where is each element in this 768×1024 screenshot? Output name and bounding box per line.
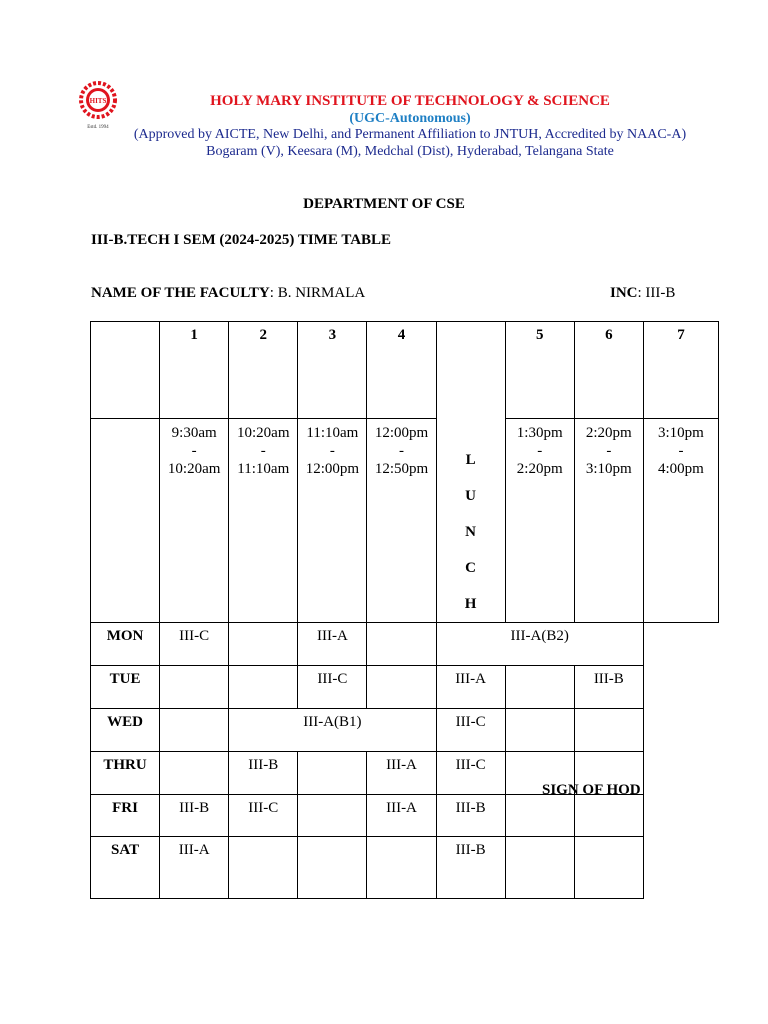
class-cell xyxy=(505,795,574,837)
day-row-tue xyxy=(91,666,719,709)
faculty-name xyxy=(91,285,365,302)
class-cell xyxy=(574,837,643,899)
hod-signature-label: SIGN OF HOD xyxy=(542,782,641,798)
time-end: 12:50pm xyxy=(374,461,429,478)
time-sep: - xyxy=(191,443,197,460)
period-4: 4 xyxy=(367,322,436,419)
class-cell xyxy=(505,837,574,899)
time-row xyxy=(91,419,719,623)
lunch-letter: C xyxy=(465,560,477,576)
class-cell: III-A xyxy=(436,666,505,709)
lunch-column xyxy=(436,322,505,623)
time-end: 12:00pm xyxy=(305,461,360,478)
time-end: 2:20pm xyxy=(516,461,563,478)
approval-line: (Approved by AICTE, New Delhi, and Permanent Affiliation to JNTUH, Accredited by NAAC-A) xyxy=(133,127,687,142)
period-2: 2 xyxy=(229,322,298,419)
time-end: 10:20am xyxy=(167,461,221,478)
time-start: 12:00pm xyxy=(374,425,429,442)
day-label: SAT xyxy=(91,837,160,899)
time-start: 1:30pm xyxy=(516,425,563,442)
class-cell: III-C xyxy=(436,752,505,795)
day-row-fri xyxy=(91,795,719,837)
time-slot-3 xyxy=(298,419,367,623)
address-line: Bogaram (V), Keesara (M), Medchal (Dist), Hyderabad, Telangana State xyxy=(206,144,614,159)
day-label: TUE xyxy=(91,666,160,709)
class-cell: III-C xyxy=(298,666,367,709)
period-number-row xyxy=(91,322,719,419)
class-cell: III-A xyxy=(367,795,436,837)
class-cell xyxy=(505,666,574,709)
class-cell: III-B xyxy=(160,795,229,837)
class-cell xyxy=(367,666,436,709)
period-7: 7 xyxy=(643,322,718,419)
time-end: 11:10am xyxy=(237,461,290,478)
class-cell xyxy=(367,837,436,899)
class-cell: III-A(B1) xyxy=(229,709,436,752)
class-cell xyxy=(298,837,367,899)
time-end: 3:10pm xyxy=(585,461,632,478)
timetable-title: III-B.TECH I SEM (2024-2025) TIME TABLE xyxy=(91,232,392,248)
class-cell xyxy=(298,752,367,795)
class-cell: III-A xyxy=(298,623,367,666)
time-sep: - xyxy=(537,443,543,460)
time-start: 11:10am xyxy=(306,425,359,442)
time-start: 10:20am xyxy=(237,425,290,442)
time-slot-5 xyxy=(505,419,574,623)
time-corner-cell xyxy=(91,419,160,623)
department-title: DEPARTMENT OF CSE xyxy=(303,196,465,212)
lunch-letter: L xyxy=(465,452,476,468)
class-cell xyxy=(229,623,298,666)
timetable xyxy=(90,321,719,899)
time-start: 3:10pm xyxy=(658,425,704,442)
class-cell: III-C xyxy=(229,795,298,837)
time-sep: - xyxy=(606,443,612,460)
lunch-letter: H xyxy=(464,596,477,612)
time-sep: - xyxy=(329,443,335,460)
faculty-label: NAME OF THE FACULTY xyxy=(91,285,270,301)
corner-cell xyxy=(91,322,160,419)
period-1: 1 xyxy=(160,322,229,419)
class-cell: III-B xyxy=(574,666,643,709)
time-slot-4 xyxy=(367,419,436,623)
class-cell xyxy=(229,666,298,709)
class-cell xyxy=(574,795,643,837)
logo-estd: Estd. 1994 xyxy=(87,125,109,130)
time-start: 2:20pm xyxy=(585,425,632,442)
faculty-value: : B. NIRMALA xyxy=(269,285,366,301)
day-label: WED xyxy=(91,709,160,752)
time-sep: - xyxy=(678,443,684,460)
class-cell: III-A xyxy=(367,752,436,795)
incharge-label: INC xyxy=(610,285,638,301)
class-cell: III-B xyxy=(436,795,505,837)
period-5: 5 xyxy=(505,322,574,419)
day-row-sat xyxy=(91,837,719,899)
day-label: MON xyxy=(91,623,160,666)
period-6: 6 xyxy=(574,322,643,419)
class-cell: III-C xyxy=(436,709,505,752)
lunch-letter: N xyxy=(465,524,477,540)
class-cell xyxy=(574,709,643,752)
incharge xyxy=(610,285,675,302)
class-cell xyxy=(298,795,367,837)
time-sep: - xyxy=(260,443,266,460)
class-cell: III-B xyxy=(229,752,298,795)
time-slot-1 xyxy=(160,419,229,623)
lunch-letter: U xyxy=(465,488,477,504)
time-slot-2 xyxy=(229,419,298,623)
day-label: FRI xyxy=(91,795,160,837)
class-cell: III-A xyxy=(160,837,229,899)
time-sep: - xyxy=(398,443,404,460)
period-3: 3 xyxy=(298,322,367,419)
time-start: 9:30am xyxy=(171,425,217,442)
class-cell xyxy=(160,752,229,795)
class-cell xyxy=(229,837,298,899)
institute-name: HOLY MARY INSTITUTE OF TECHNOLOGY & SCIENCE xyxy=(210,93,610,109)
class-cell: III-A(B2) xyxy=(436,623,643,666)
class-cell xyxy=(367,623,436,666)
time-end: 4:00pm xyxy=(658,461,704,478)
logo-lettering: HITS xyxy=(89,97,107,105)
class-cell xyxy=(160,666,229,709)
class-cell: III-C xyxy=(160,623,229,666)
day-row-wed xyxy=(91,709,719,752)
day-label: THRU xyxy=(91,752,160,795)
day-row-mon xyxy=(91,623,719,666)
incharge-value: : III-B xyxy=(637,285,676,301)
autonomous-status: (UGC-Autonomous) xyxy=(349,111,471,126)
class-cell xyxy=(160,709,229,752)
time-slot-6 xyxy=(574,419,643,623)
class-cell xyxy=(505,709,574,752)
class-cell: III-B xyxy=(436,837,505,899)
time-slot-7 xyxy=(643,419,718,623)
